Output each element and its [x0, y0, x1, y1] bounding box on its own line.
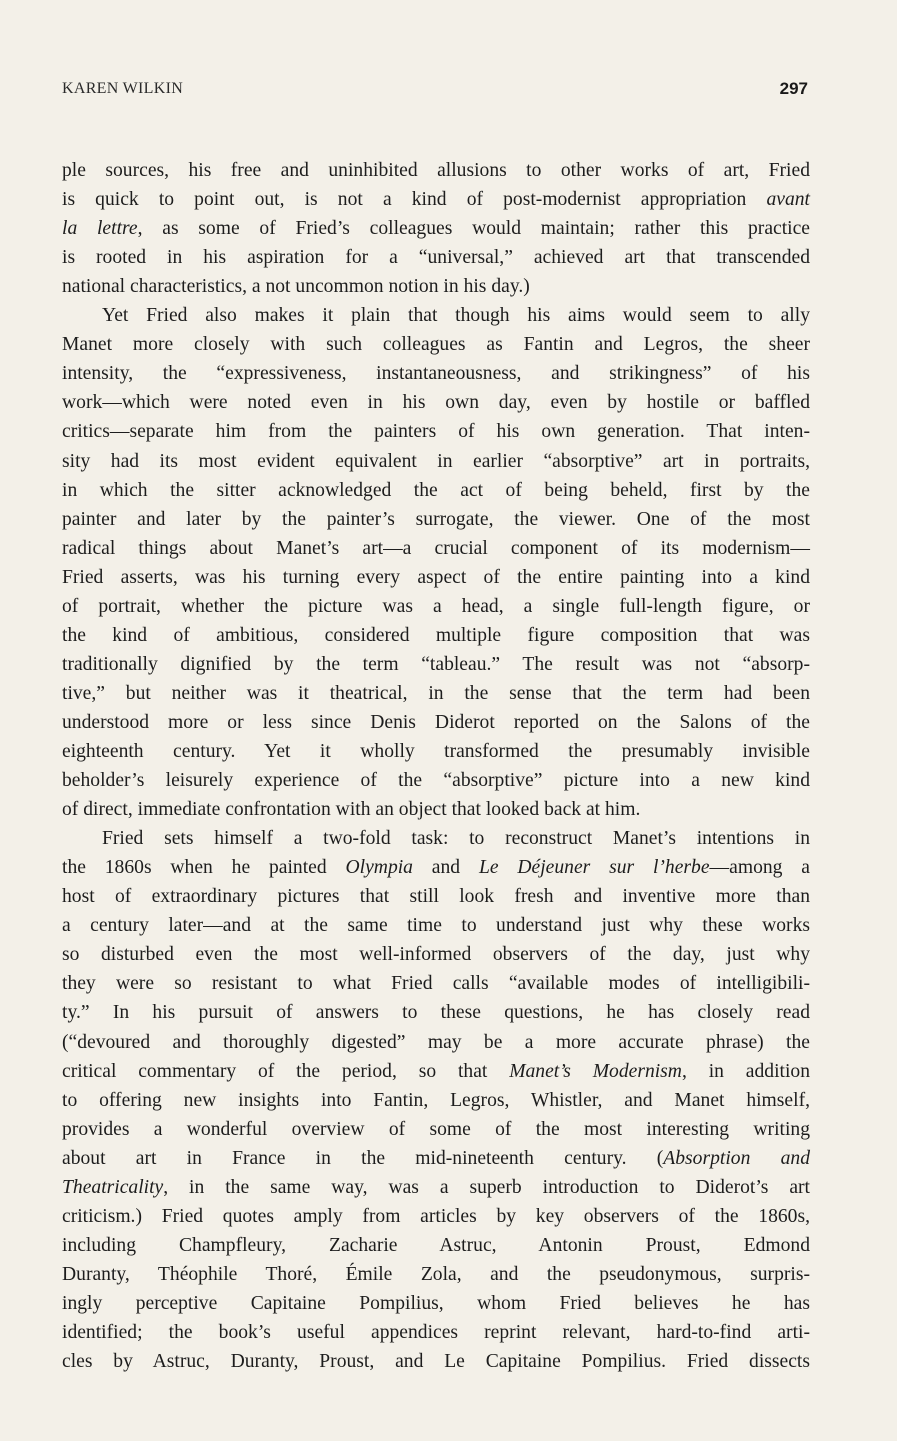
text-run: the kind of ambitious, considered multiple figure composition that was [62, 624, 810, 646]
italic-title: Olympia [345, 857, 413, 879]
text-line [102, 826, 810, 852]
text-run: tive,” but neither was it theatrical, in the sense that the term had been [62, 682, 810, 704]
text-line [62, 507, 810, 533]
text-line [62, 1117, 810, 1143]
text-line [62, 1059, 810, 1085]
text-line [62, 1088, 810, 1114]
text-line [62, 449, 810, 475]
text-line [62, 1349, 810, 1375]
text-run: eighteenth century. Yet it wholly transformed the presumably invisible [62, 741, 810, 762]
text-line [102, 303, 810, 329]
text-line [62, 565, 810, 591]
text-line [62, 419, 810, 445]
text-line [62, 245, 810, 271]
text-run: criticism.) Fried quotes amply from articles by key observers of the 1860s, [62, 1205, 810, 1227]
text-line [62, 1204, 810, 1230]
text-run: ple sources, his free and uninhibited allusions to other works of art, Fried [62, 160, 810, 181]
text-line [62, 332, 810, 358]
text-line [62, 797, 640, 823]
text-run: is rooted in his aspiration for a “universal,” achieved art that transcended [62, 247, 810, 269]
text-run: identified; the book’s useful appendices reprint relevant, hard-to-find arti- [62, 1322, 810, 1343]
text-run: in which the sitter acknowledged the act of being beheld, first by the [62, 479, 810, 501]
text-line [62, 1146, 810, 1172]
italic-title: la lettre [62, 218, 138, 240]
text-run: intensity, the “expressiveness, instantaneousness, and strikingness” of his [62, 363, 810, 385]
italic-title: Theatricality [62, 1176, 164, 1198]
text-line [62, 536, 810, 562]
running-head [62, 80, 808, 104]
text-run: to offering new insights into Fantin, Legros, Whistler, and Manet himself, [62, 1089, 810, 1111]
text-line [62, 652, 810, 678]
text-line [62, 1320, 810, 1346]
text-run: ty.” In his pursuit of answers to these questions, he has closely read [62, 1002, 810, 1024]
text-run: critical commentary of the period, so that [62, 1060, 510, 1082]
text-line [62, 1262, 810, 1288]
text-line [62, 216, 810, 242]
text-run: host of extraordinary pictures that still look fresh and inventive more than [62, 886, 810, 908]
text-run: of portrait, whether the picture was a head, a single full-length figure, or [62, 595, 810, 617]
text-line [62, 739, 810, 765]
text-run: the 1860s when he painted [62, 857, 346, 879]
text-line [62, 390, 810, 416]
text-line [62, 971, 810, 997]
text-run: national characteristics, a not uncommon notion in his day.) [62, 276, 530, 298]
italic-title: Le Déjeuner sur l’herbe [478, 857, 710, 879]
text-run: , as some of Fried’s colleagues would maintain; rather this practice [137, 218, 810, 240]
text-run: sity had its most evident equivalent in earlier “absorptive” art in portraits, [62, 450, 810, 472]
text-run: of direct, immediate confrontation with an object that looked back at him. [62, 799, 641, 821]
text-run: is quick to point out, is not a kind of post-modernist appropriation [62, 189, 767, 211]
text-line [62, 623, 810, 649]
text-line [62, 1291, 810, 1317]
text-line [62, 855, 810, 881]
text-line [62, 942, 810, 968]
text-line [62, 478, 810, 504]
italic-title: avant [766, 189, 810, 211]
text-line [62, 1175, 810, 1201]
text-run: they were so resistant to what Fried calls “available modes of intelligibili- [62, 973, 810, 995]
text-line [62, 913, 810, 939]
text-run: Duranty, Théophile Thoré, Émile Zola, and the pseudonymous, surpris- [62, 1263, 810, 1285]
text-line [62, 1030, 810, 1056]
text-line [62, 594, 810, 620]
text-run: understood more or less since Denis Diderot reported on the Salons of the [62, 711, 810, 733]
text-line [62, 274, 530, 300]
text-run: critics—separate him from the painters of his own generation. That inten- [62, 421, 810, 443]
text-line [62, 710, 810, 736]
text-line [62, 1233, 810, 1259]
body-text [62, 158, 810, 1373]
italic-title: Absorption and [663, 1147, 810, 1169]
text-run: , in the same way, was a superb introduction to Diderot’s art [163, 1176, 810, 1198]
text-line [62, 361, 810, 387]
text-run: including Champfleury, Zacharie Astruc, Antonin Proust, Edmond [62, 1234, 810, 1256]
text-line [62, 884, 810, 910]
italic-title: Manet’s Modernism [509, 1060, 682, 1082]
text-run: beholder’s leisurely experience of the “absorptive” picture into a new kind [62, 770, 810, 792]
text-run: Yet Fried also makes it plain that though his aims would seem to ally [102, 305, 810, 327]
page-number: 297 [779, 79, 808, 98]
text-run: , in addition [681, 1060, 810, 1082]
text-run: Fried sets himself a two-fold task: to reconstruct Manet’s intentions in [102, 828, 810, 850]
text-run: a century later—and at the same time to understand just why these works [62, 915, 810, 937]
text-line [62, 768, 810, 794]
text-run: painter and later by the painter’s surrogate, the viewer. One of the most [62, 508, 810, 530]
text-run: Fried asserts, was his turning every aspect of the entire painting into a kind [62, 566, 810, 588]
text-run: about art in France in the mid-nineteenth century. ( [62, 1147, 664, 1169]
text-line [62, 1000, 810, 1026]
text-run: cles by Astruc, Duranty, Proust, and Le Capitaine Pompilius. Fried dissects [62, 1351, 810, 1373]
text-line [62, 158, 810, 184]
text-run: and [412, 857, 479, 879]
text-run: traditionally dignified by the term “tableau.” The result was not “absorp- [62, 653, 810, 675]
running-head-author: KAREN WILKIN [62, 80, 184, 97]
text-run: radical things about Manet’s art—a crucial component of its modernism— [62, 537, 810, 559]
text-run: Manet more closely with such colleagues as Fantin and Legros, the sheer [62, 334, 810, 356]
text-run: so disturbed even the most well-informed observers of the day, just why [62, 944, 810, 966]
text-run: (“devoured and thoroughly digested” may be a more accurate phrase) the [62, 1031, 810, 1053]
text-run: provides a wonderful overview of some of the most interesting writing [62, 1118, 810, 1140]
text-run: ingly perceptive Capitaine Pompilius, whom Fried believes he has [62, 1292, 810, 1314]
text-run: —among a [709, 857, 810, 879]
text-line [62, 681, 810, 707]
text-line [62, 187, 810, 213]
text-run: work—which were noted even in his own day, even by hostile or baffled [62, 392, 810, 414]
